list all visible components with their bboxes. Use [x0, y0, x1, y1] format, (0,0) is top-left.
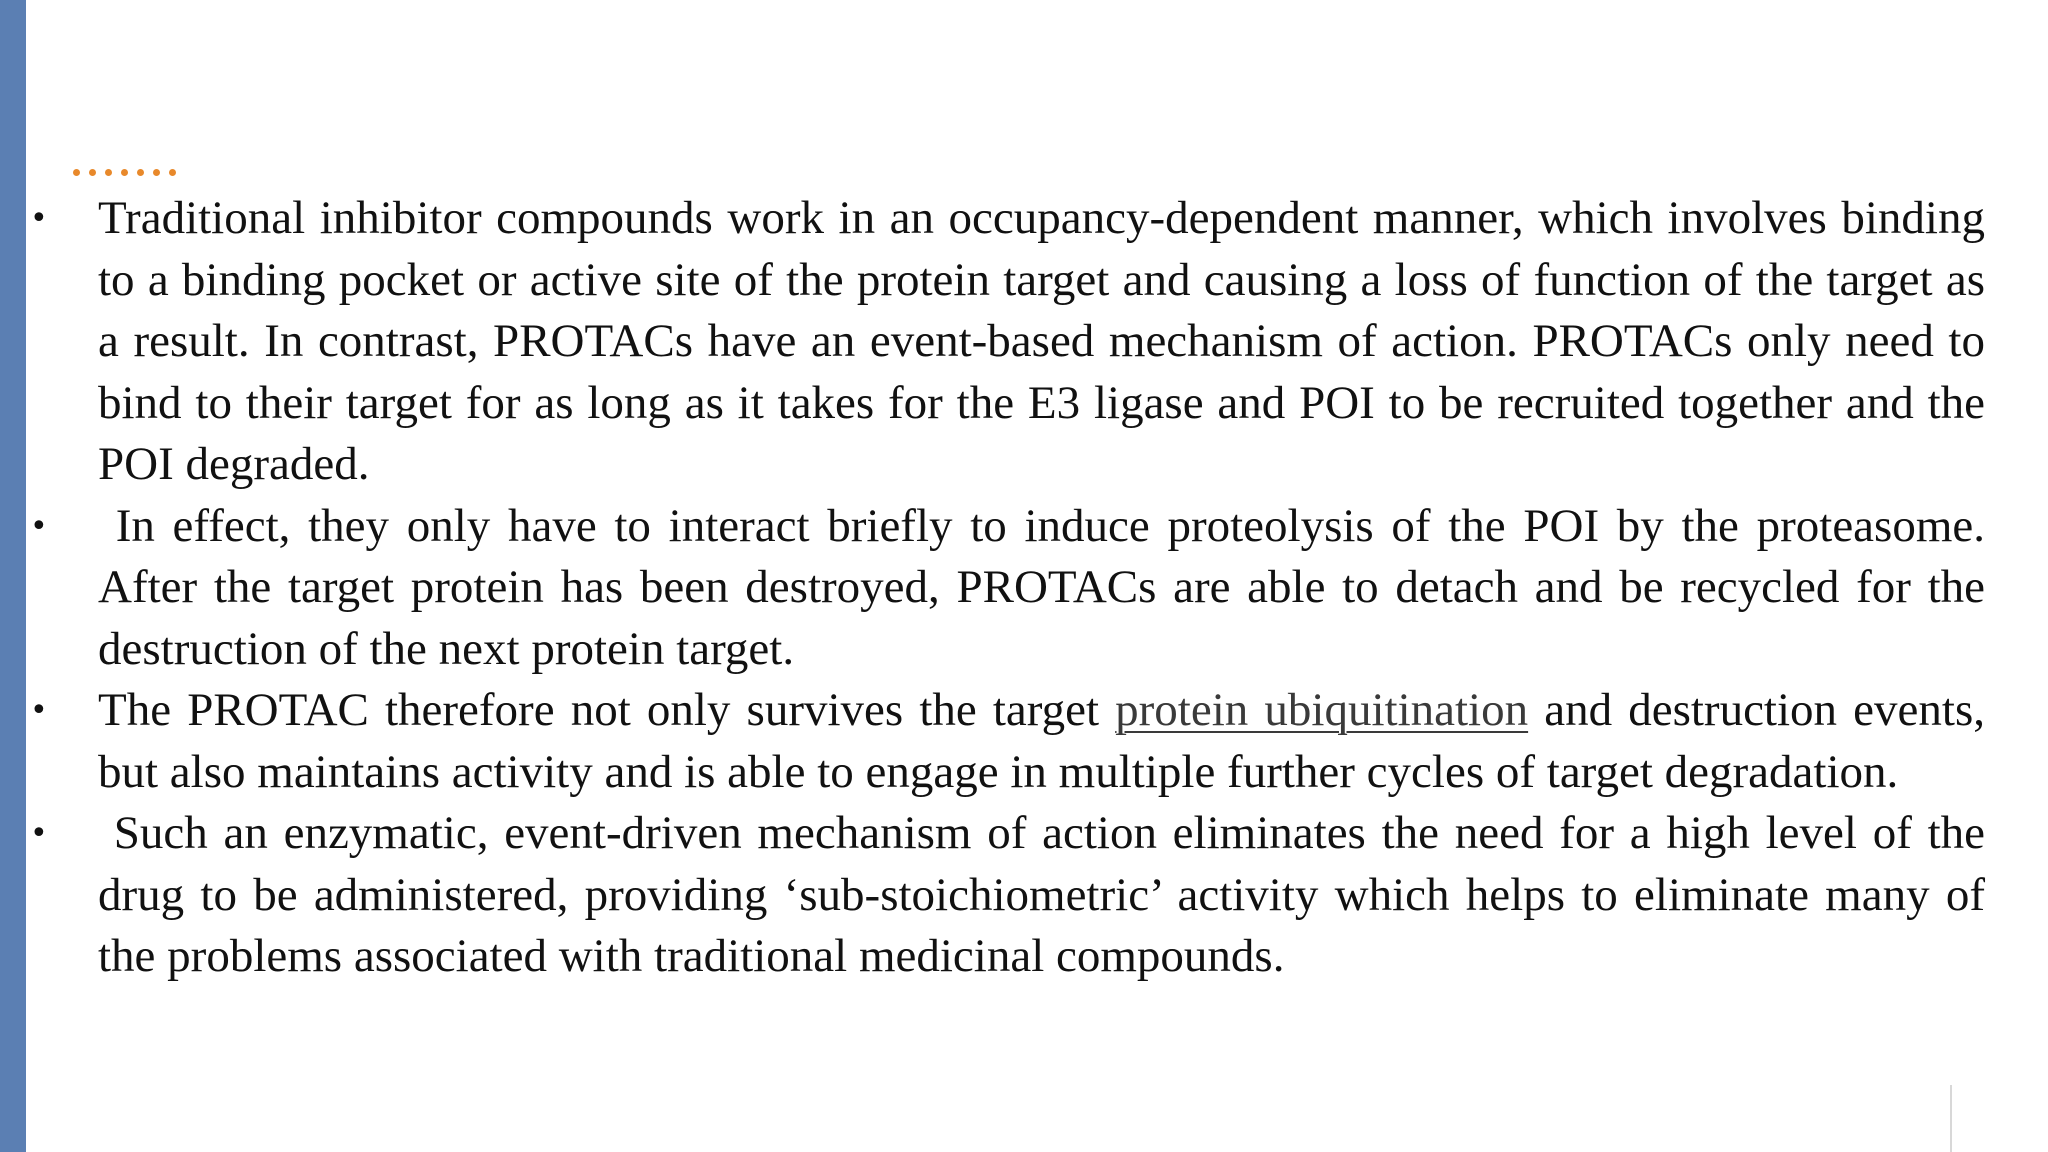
- bullet-text: Such an enzymatic, event-driven mechanism of action eliminates the need for a high level of the drug to be administered, providing ‘sub-stoichiometric’ activity which helps to eliminate many of the problems associated with traditional medicinal compounds.: [98, 807, 1986, 982]
- dot-3: [105, 169, 112, 176]
- corner-divider: [1950, 1085, 1952, 1152]
- bullet-text-after-link: and destruction events, but also maintains activity and is able to engage in multiple further cycles of target degradation.: [98, 684, 1985, 798]
- dot-6: [153, 169, 160, 176]
- bullet-item-4: [30, 803, 1985, 988]
- dot-1: [73, 169, 80, 176]
- bullet-marker: •: [30, 816, 48, 851]
- bullet-item-1: [30, 188, 1985, 496]
- left-accent-bar: [0, 0, 26, 1152]
- bullet-list: [30, 188, 1985, 988]
- dot-7: [169, 169, 176, 176]
- bullet-text: In effect, they only have to interact briefly to induce proteolysis of the POI by the proteasome. After the target protein has been destroyed, PROTACs are able to detach and be recycled for the destruction of the next protein target.: [98, 499, 1985, 675]
- bullet-marker: •: [30, 201, 48, 236]
- dot-2: [89, 169, 96, 176]
- bullet-text: Traditional inhibitor compounds work in an occupancy-dependent manner, which involves binding to a binding pocket or active site of the protein target and causing a loss of function of the target as a result. In contrast, PROTACs have an event-based mechanism of action. PROTACs only need to bind to their target for as long as it takes for the E3 ligase and POI to be recruited together and the POI degraded.: [98, 192, 1985, 490]
- dot-5: [137, 169, 144, 176]
- bullet-item-3: [30, 680, 1985, 803]
- dot-4: [121, 169, 128, 176]
- decorative-dots: [73, 169, 176, 176]
- bullet-text-before-link: The PROTAC therefore not only survives the target: [98, 684, 1116, 736]
- bullet-marker: •: [30, 693, 48, 728]
- protein-ubiquitination-link[interactable]: protein ubiquitination: [1115, 684, 1529, 736]
- bullet-item-2: [30, 496, 1985, 681]
- bullet-marker: •: [30, 508, 48, 544]
